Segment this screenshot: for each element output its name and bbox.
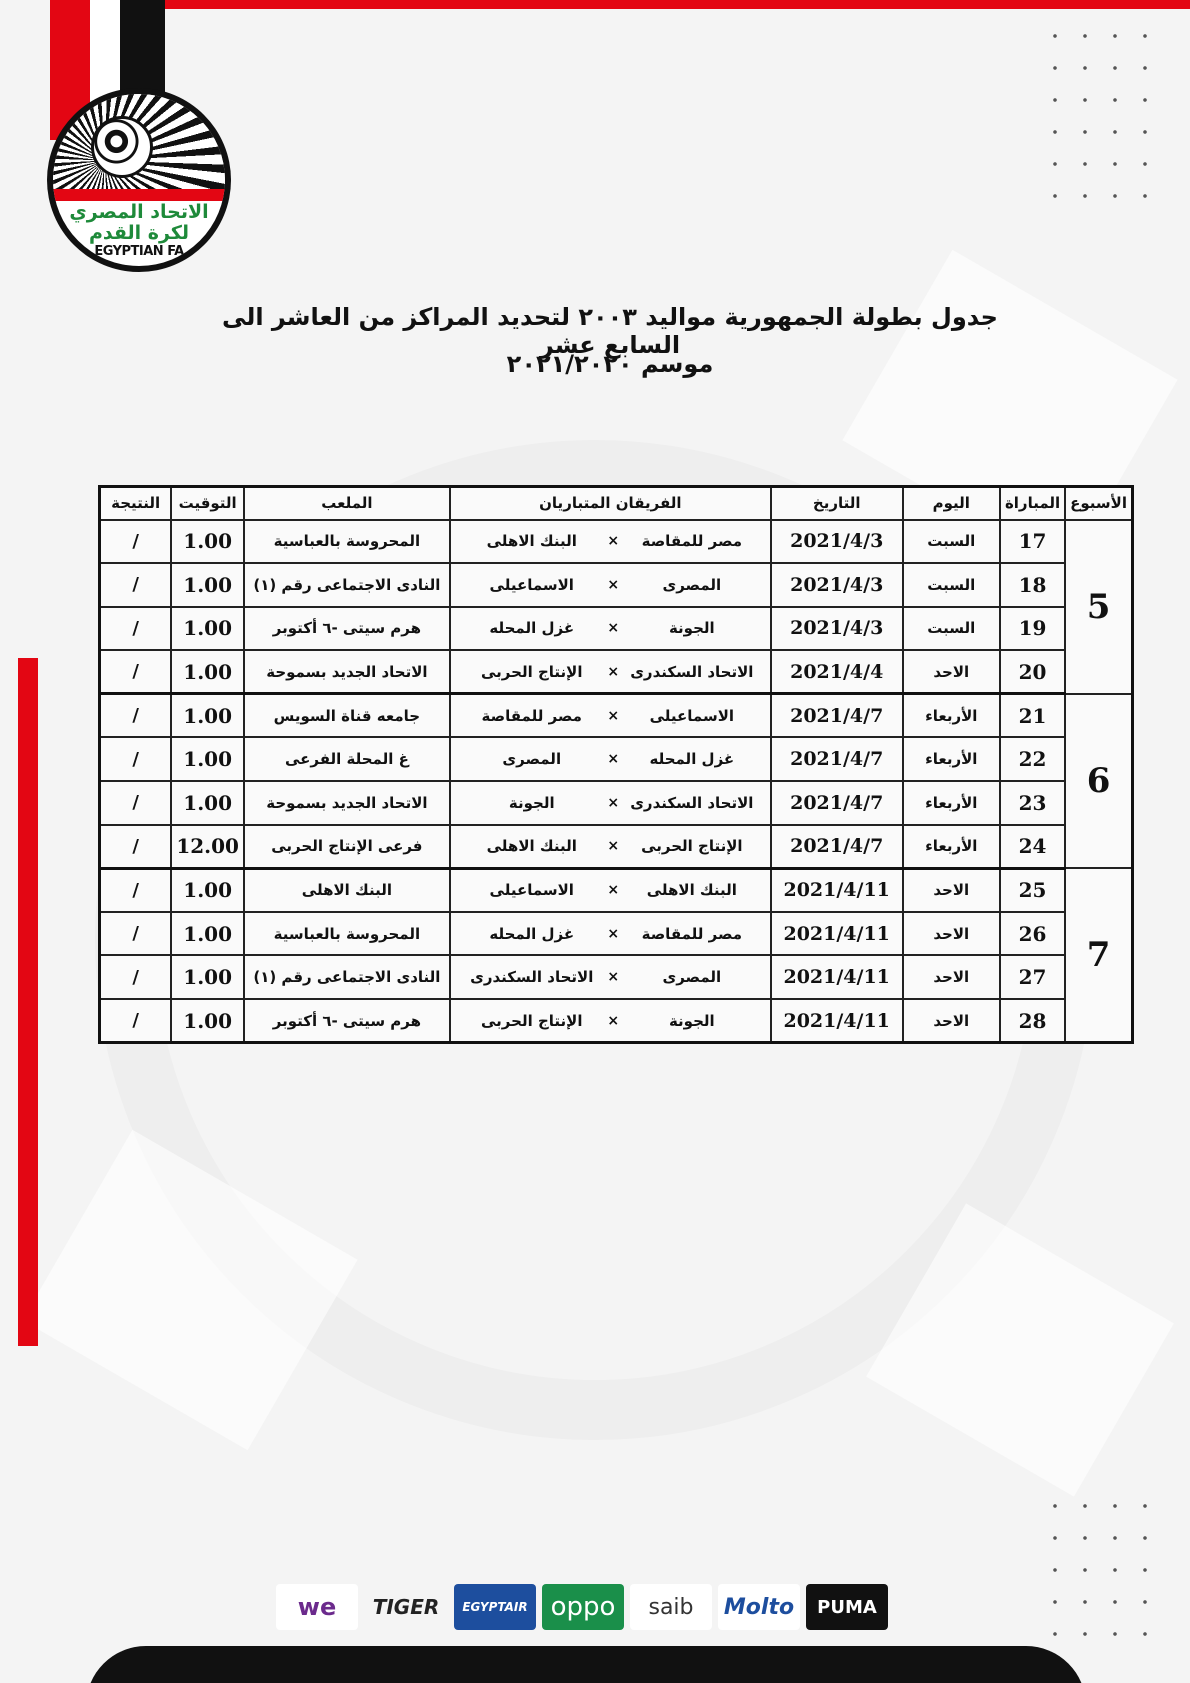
vs-symbol: × bbox=[607, 533, 620, 550]
match-time: 1.00 bbox=[171, 912, 244, 956]
team-b: البنك الاهلى bbox=[486, 837, 577, 856]
match-number: 28 bbox=[1000, 999, 1065, 1043]
match-date: 2021/4/4 bbox=[771, 650, 903, 694]
match-number: 26 bbox=[1000, 912, 1065, 956]
match-result: / bbox=[100, 912, 172, 956]
match-day: الأربعاء bbox=[903, 737, 1000, 781]
match-time: 1.00 bbox=[171, 955, 244, 999]
match-time: 1.00 bbox=[171, 650, 244, 694]
team-b: غزل المحله bbox=[489, 619, 575, 638]
table-body bbox=[100, 520, 1133, 1043]
logo-arabic-text: الاتحاد المصري لكرة القدم bbox=[69, 201, 209, 244]
match-teams bbox=[450, 607, 771, 651]
match-teams bbox=[450, 781, 771, 825]
match-teams bbox=[450, 650, 771, 694]
header-match: المباراة bbox=[1000, 487, 1065, 520]
match-number: 21 bbox=[1000, 694, 1065, 738]
header-stadium: الملعب bbox=[244, 487, 450, 520]
team-a: البنك الاهلى bbox=[646, 881, 737, 900]
egyptian-fa-logo bbox=[47, 88, 231, 272]
match-stadium: غ المحلة الفرعى bbox=[244, 737, 450, 781]
logo-red-band bbox=[53, 189, 225, 201]
match-teams bbox=[450, 912, 771, 956]
team-a: الجونة bbox=[668, 1011, 715, 1030]
match-time: 1.00 bbox=[171, 607, 244, 651]
team-a: الاتحاد السكندرى bbox=[630, 662, 754, 681]
match-day: الأربعاء bbox=[903, 781, 1000, 825]
team-b: مصر للمقاصة bbox=[481, 706, 582, 725]
match-time: 1.00 bbox=[171, 694, 244, 738]
match-day: السبت bbox=[903, 520, 1000, 564]
dot-pattern-top-right bbox=[1040, 20, 1160, 210]
team-b: البنك الاهلى bbox=[486, 532, 577, 551]
match-day: الاحد bbox=[903, 999, 1000, 1043]
match-date: 2021/4/11 bbox=[771, 955, 903, 999]
match-result: / bbox=[100, 520, 172, 564]
match-teams bbox=[450, 563, 771, 607]
table-row bbox=[100, 607, 1133, 651]
sponsor-molto-logo: Molto bbox=[718, 1584, 800, 1630]
match-time: 12.00 bbox=[171, 825, 244, 869]
match-day: الاحد bbox=[903, 912, 1000, 956]
match-number: 19 bbox=[1000, 607, 1065, 651]
vs-symbol: × bbox=[607, 663, 620, 680]
sponsor-strip bbox=[276, 1584, 888, 1630]
match-teams bbox=[450, 520, 771, 564]
match-result: / bbox=[100, 607, 172, 651]
vs-symbol: × bbox=[607, 882, 620, 899]
table-row bbox=[100, 912, 1133, 956]
team-b: الإنتاج الحربى bbox=[481, 662, 583, 681]
football-icon bbox=[91, 116, 153, 178]
match-result: / bbox=[100, 781, 172, 825]
match-date: 2021/4/3 bbox=[771, 607, 903, 651]
match-date: 2021/4/3 bbox=[771, 563, 903, 607]
match-number: 22 bbox=[1000, 737, 1065, 781]
table-row bbox=[100, 825, 1133, 869]
match-number: 18 bbox=[1000, 563, 1065, 607]
match-stadium: الاتحاد الجديد بسموحة bbox=[244, 650, 450, 694]
side-red-bar bbox=[18, 658, 38, 1346]
team-b: الاتحاد السكندرى bbox=[470, 968, 594, 987]
table-row bbox=[100, 563, 1133, 607]
vs-symbol: × bbox=[607, 925, 620, 942]
team-a: المصرى bbox=[662, 968, 722, 987]
table-row bbox=[100, 694, 1133, 738]
match-time: 1.00 bbox=[171, 868, 244, 912]
header-day: اليوم bbox=[903, 487, 1000, 520]
vs-symbol: × bbox=[607, 838, 620, 855]
vs-symbol: × bbox=[607, 1012, 620, 1029]
match-result: / bbox=[100, 737, 172, 781]
match-day: السبت bbox=[903, 563, 1000, 607]
week-number: 5 bbox=[1065, 520, 1132, 694]
match-time: 1.00 bbox=[171, 563, 244, 607]
sponsor-tiger-logo: TIGER bbox=[372, 1595, 440, 1619]
match-time: 1.00 bbox=[171, 999, 244, 1043]
table-row bbox=[100, 650, 1133, 694]
sponsor-oppo-logo: oppo bbox=[542, 1584, 624, 1630]
match-date: 2021/4/7 bbox=[771, 825, 903, 869]
team-a: مصر للمقاصة bbox=[641, 532, 743, 551]
match-teams bbox=[450, 825, 771, 869]
match-number: 23 bbox=[1000, 781, 1065, 825]
match-teams bbox=[450, 737, 771, 781]
vs-symbol: × bbox=[607, 576, 620, 593]
team-a: الاتحاد السكندرى bbox=[630, 793, 754, 812]
table-row bbox=[100, 520, 1133, 564]
match-date: 2021/4/11 bbox=[771, 999, 903, 1043]
match-teams bbox=[450, 999, 771, 1043]
match-day: الأربعاء bbox=[903, 694, 1000, 738]
match-stadium: المحروسة بالعباسية bbox=[244, 912, 450, 956]
week-number: 7 bbox=[1065, 868, 1132, 1042]
vs-symbol: × bbox=[607, 794, 620, 811]
match-stadium: هرم سيتى -٦ أكتوبر bbox=[244, 607, 450, 651]
vs-symbol: × bbox=[607, 620, 620, 637]
match-teams bbox=[450, 955, 771, 999]
match-date: 2021/4/11 bbox=[771, 868, 903, 912]
top-red-stripe bbox=[165, 0, 1190, 9]
match-day: الاحد bbox=[903, 650, 1000, 694]
match-date: 2021/4/11 bbox=[771, 912, 903, 956]
match-day: الأربعاء bbox=[903, 825, 1000, 869]
schedule-table bbox=[98, 485, 1134, 1044]
match-stadium: جامعه قناة السويس bbox=[244, 694, 450, 738]
team-b: الاسماعيلى bbox=[489, 575, 574, 594]
team-b: الجونة bbox=[508, 793, 555, 812]
match-date: 2021/4/7 bbox=[771, 781, 903, 825]
dot-pattern-bottom-right bbox=[1040, 1490, 1160, 1640]
logo-english-text: EGYPTIAN FA bbox=[94, 244, 184, 259]
season-subtitle: موسم ٢٠٢١/٢٠٢٠ bbox=[506, 350, 714, 378]
vs-symbol: × bbox=[607, 751, 620, 768]
header-result: النتيجة bbox=[100, 487, 172, 520]
team-a: الاسماعيلى bbox=[649, 706, 735, 725]
team-b: الاسماعيلى bbox=[489, 881, 574, 900]
match-day: السبت bbox=[903, 607, 1000, 651]
match-teams bbox=[450, 694, 771, 738]
team-a: الجونة bbox=[668, 619, 715, 638]
match-stadium: هرم سيتى -٦ أكتوبر bbox=[244, 999, 450, 1043]
header-week: الأسبوع bbox=[1065, 487, 1132, 520]
match-result: / bbox=[100, 563, 172, 607]
match-date: 2021/4/3 bbox=[771, 520, 903, 564]
sponsor-we-logo: we bbox=[276, 1584, 358, 1630]
team-a: المصرى bbox=[662, 575, 722, 594]
match-result: / bbox=[100, 868, 172, 912]
match-stadium: الاتحاد الجديد بسموحة bbox=[244, 781, 450, 825]
match-number: 27 bbox=[1000, 955, 1065, 999]
match-date: 2021/4/7 bbox=[771, 694, 903, 738]
table-row bbox=[100, 999, 1133, 1043]
match-stadium: البنك الاهلى bbox=[244, 868, 450, 912]
match-number: 25 bbox=[1000, 868, 1065, 912]
match-day: الاحد bbox=[903, 955, 1000, 999]
match-result: / bbox=[100, 999, 172, 1043]
team-a: الإنتاج الحربى bbox=[641, 837, 743, 856]
vs-symbol: × bbox=[607, 707, 620, 724]
match-number: 20 bbox=[1000, 650, 1065, 694]
bottom-black-bar bbox=[86, 1646, 1086, 1683]
table-header-row bbox=[100, 487, 1133, 520]
match-stadium: فرعى الإنتاج الحربى bbox=[244, 825, 450, 869]
team-a: غزل المحله bbox=[649, 750, 735, 769]
sponsor-saib-logo: saib bbox=[630, 1584, 712, 1630]
header-time: التوقيت bbox=[171, 487, 244, 520]
match-date: 2021/4/7 bbox=[771, 737, 903, 781]
match-teams bbox=[450, 868, 771, 912]
page-title: جدول بطولة الجمهورية مواليد ٢٠٠٣ لتحديد المراكز من العاشر الى السابع عشر bbox=[222, 303, 998, 359]
match-time: 1.00 bbox=[171, 737, 244, 781]
match-stadium: النادى الاجتماعى رقم (١) bbox=[244, 955, 450, 999]
week-number: 6 bbox=[1065, 694, 1132, 868]
match-stadium: المحروسة بالعباسية bbox=[244, 520, 450, 564]
team-a: مصر للمقاصة bbox=[641, 924, 743, 943]
match-number: 24 bbox=[1000, 825, 1065, 869]
match-time: 1.00 bbox=[171, 520, 244, 564]
match-number: 17 bbox=[1000, 520, 1065, 564]
match-result: / bbox=[100, 650, 172, 694]
table-row bbox=[100, 781, 1133, 825]
table-row bbox=[100, 737, 1133, 781]
sponsor-egyptair-logo: EGYPTAIR bbox=[454, 1584, 536, 1630]
match-result: / bbox=[100, 825, 172, 869]
header-date: التاريخ bbox=[771, 487, 903, 520]
header-teams: الفريقان المتباريان bbox=[450, 487, 771, 520]
sponsor-puma-logo: PUMA bbox=[806, 1584, 888, 1630]
table-row bbox=[100, 868, 1133, 912]
vs-symbol: × bbox=[607, 969, 620, 986]
team-b: المصرى bbox=[502, 750, 562, 769]
match-day: الاحد bbox=[903, 868, 1000, 912]
team-b: غزل المحله bbox=[489, 924, 575, 943]
table-row bbox=[100, 955, 1133, 999]
match-time: 1.00 bbox=[171, 781, 244, 825]
team-b: الإنتاج الحربى bbox=[481, 1011, 583, 1030]
match-result: / bbox=[100, 955, 172, 999]
match-result: / bbox=[100, 694, 172, 738]
match-stadium: النادى الاجتماعى رقم (١) bbox=[244, 563, 450, 607]
